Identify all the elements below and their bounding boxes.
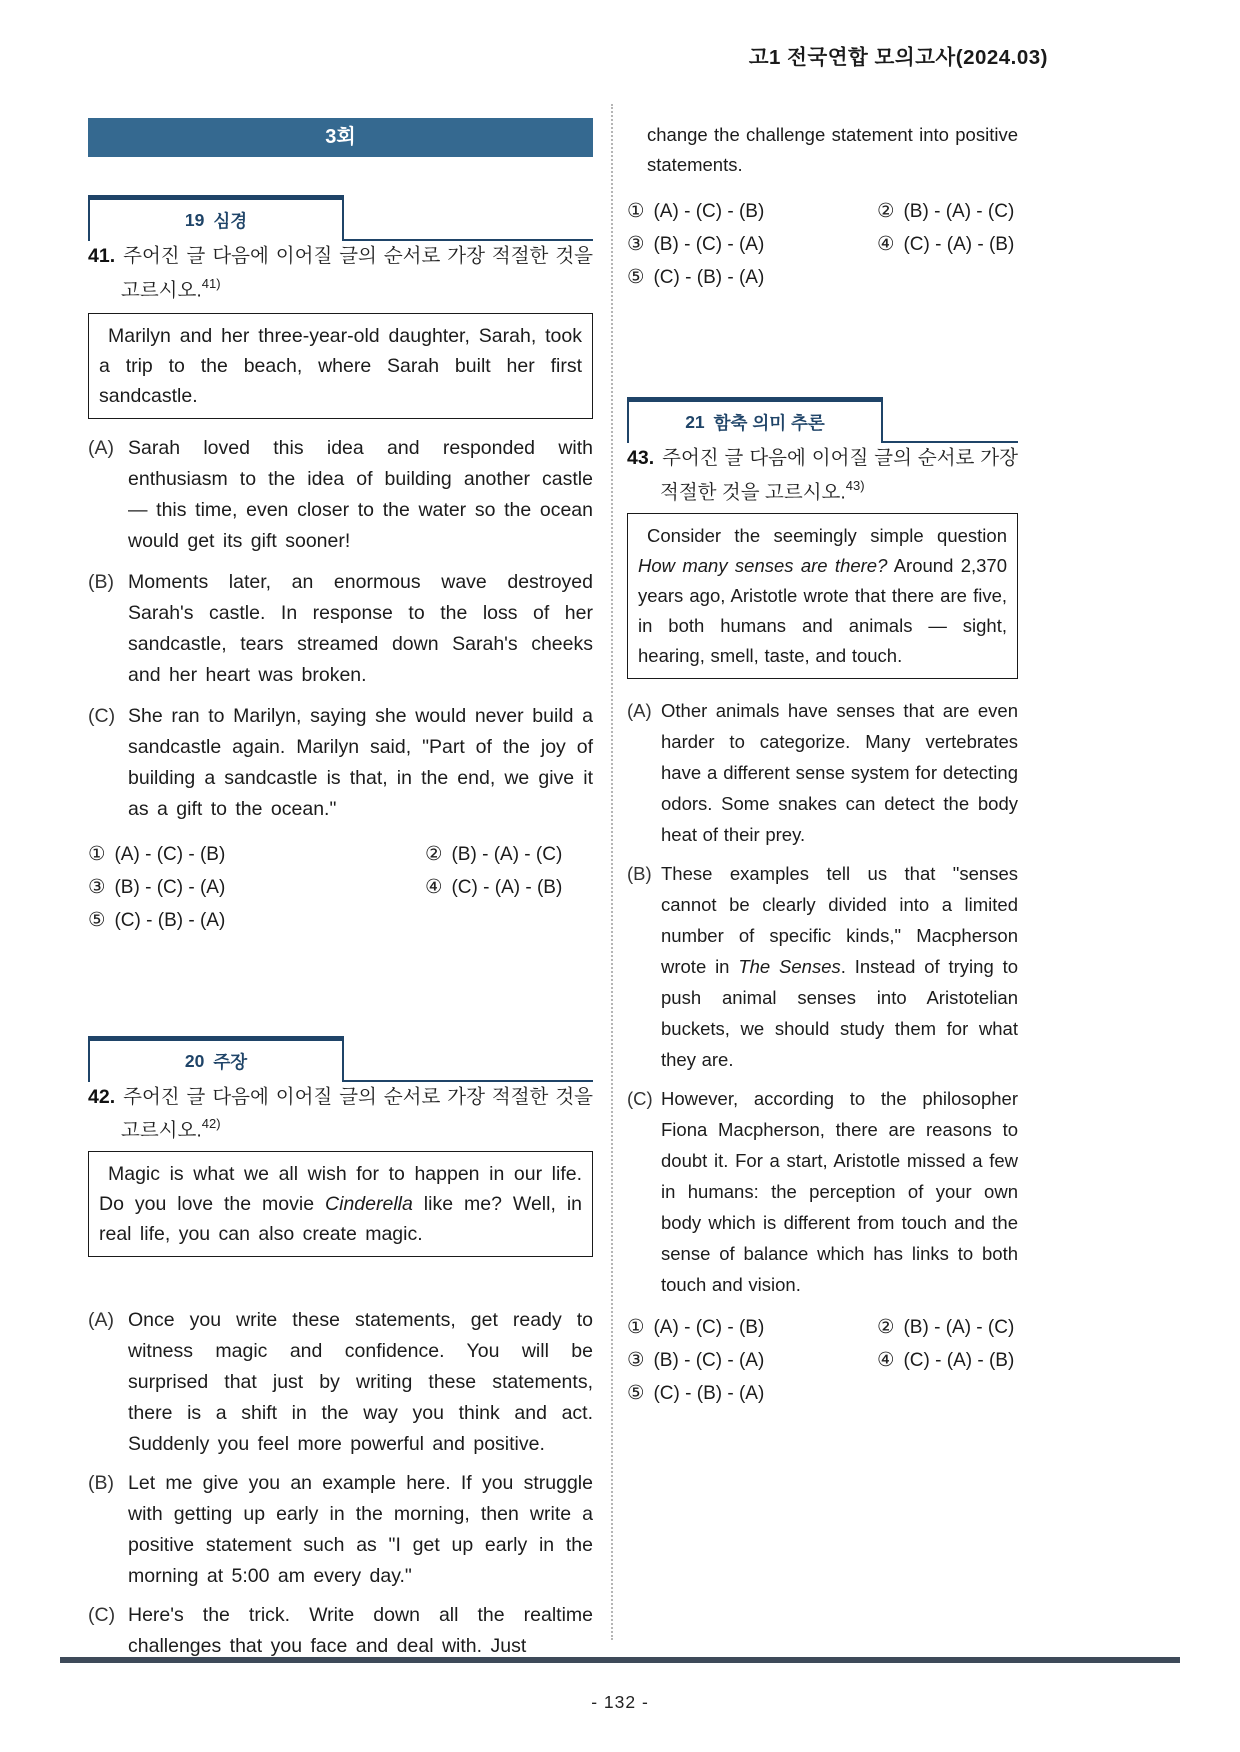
choice-number: ③	[627, 233, 645, 255]
section-label: 주장	[213, 1051, 248, 1072]
paragraph-label: (A)	[627, 699, 652, 721]
answer-choice	[877, 231, 1018, 258]
answer-choice	[627, 1380, 877, 1407]
answer-choice	[627, 198, 877, 225]
question-41	[88, 243, 593, 305]
answer-choice	[877, 1347, 1018, 1374]
choice-number: ④	[877, 233, 895, 255]
choice-text: (A) - (C) - (B)	[653, 201, 765, 222]
section-tab-shelf	[344, 1080, 593, 1082]
order-paragraph-43-c	[627, 1083, 1018, 1300]
choice-number: ⑤	[627, 1381, 645, 1404]
paragraph-text: Sarah loved this idea and responded with enthusiasm to the idea of building another castle — this time, even closer to the water so the ocean would get its gift sooner!	[128, 436, 593, 552]
question-41-number: 41.	[88, 245, 116, 267]
question-42-prompt: 주어진 글 다음에 이어질 글의 순서로 가장 적절한 것을 고르시오.	[121, 1085, 593, 1142]
section-header-20	[88, 1036, 593, 1082]
answer-choice	[627, 264, 877, 291]
answer-choices-41	[88, 841, 593, 934]
choice-text: (B) - (C) - (A)	[653, 234, 765, 255]
question-43-number: 43.	[627, 447, 655, 469]
answer-choice	[627, 1347, 877, 1374]
section-label: 심경	[213, 211, 248, 231]
page-number: - 132 -	[591, 1692, 649, 1712]
order-paragraph-42-b	[88, 1468, 593, 1592]
answer-choice	[877, 1314, 1018, 1341]
choice-number: ④	[877, 1348, 895, 1371]
order-paragraph-42-c	[88, 1600, 593, 1662]
choice-text: (C) - (A) - (B)	[903, 1349, 1015, 1371]
order-paragraph-43-a	[627, 695, 1018, 850]
section-number: 19	[184, 210, 205, 230]
question-42-number: 42.	[88, 1085, 116, 1108]
page-header-title: 고1 전국연합 모의고사(2024.03)	[748, 46, 1048, 69]
given-passage-box-43	[627, 513, 1018, 679]
right-column	[627, 120, 1018, 1407]
section-tab-21	[627, 397, 883, 443]
section-number: 21	[685, 412, 705, 432]
given-passage-box-42	[88, 1151, 593, 1257]
choice-text: (A) - (C) - (B)	[114, 843, 226, 865]
paragraph-label: (A)	[88, 1309, 114, 1331]
paragraph-label: (C)	[627, 1087, 653, 1109]
section-label: 함축 의미 추론	[713, 413, 825, 433]
choice-number: ②	[877, 200, 895, 222]
choice-text: (C) - (A) - (B)	[451, 876, 563, 898]
left-column	[88, 118, 593, 1662]
choice-number: ③	[627, 1348, 645, 1371]
paragraph-42-c-continuation: change the challenge statement into positive statements.	[647, 124, 1018, 175]
paragraph-text: Here's the trick. Write down all the realtime challenges that you face and deal with. Just	[128, 1604, 593, 1657]
section-number: 20	[184, 1050, 205, 1071]
answer-choice	[88, 874, 425, 901]
section-tab-shelf	[883, 441, 1018, 443]
section-tab-19	[88, 195, 344, 241]
choice-number: ①	[88, 842, 106, 865]
footer-rule	[60, 1657, 1180, 1663]
section-header-19	[88, 195, 593, 241]
paragraph-label: (C)	[88, 1604, 116, 1626]
paragraph-text: However, according to the philosopher Fiona Macpherson, there are reasons to doubt it. For a start, Aristotle missed a few in humans: the perception of your own body which is different from touch and the sense of balance which has links to both touch and vision.	[661, 1087, 1018, 1295]
section-header-21	[627, 397, 1018, 443]
answer-choice	[88, 841, 425, 868]
section-tab-20	[88, 1036, 344, 1082]
paragraph-label: (A)	[88, 436, 114, 459]
choice-text: (A) - (C) - (B)	[653, 1316, 765, 1338]
choice-number: ④	[425, 875, 443, 898]
order-paragraph-41-b	[88, 567, 593, 691]
paragraph-text: These examples tell us that "senses cannot be clearly divided into a limited number of specific kinds," Macpherson wrote in The Senses. Instead of trying to push animal senses into Aristotelian buckets, we should study them for what they are.	[661, 862, 1018, 1070]
paragraph-label: (B)	[88, 1472, 114, 1494]
answer-choice	[425, 874, 593, 901]
question-43	[627, 445, 1018, 507]
answer-choice	[425, 841, 593, 868]
choice-number: ⑤	[88, 908, 106, 931]
choice-number: ①	[627, 200, 645, 222]
choice-text: (C) - (B) - (A)	[653, 1382, 765, 1404]
column-divider	[611, 104, 613, 1640]
paragraph-text: She ran to Marilyn, saying she would never build a sandcastle again. Marilyn said, "Part of the joy of building a sandcastle is that, in the end, we give it as a gift to the ocean."	[128, 704, 593, 820]
question-41-prompt: 주어진 글 다음에 이어질 글의 순서로 가장 적절한 것을 고르시오.	[121, 245, 593, 301]
answer-choices-42	[627, 198, 1018, 291]
answer-choices-43	[627, 1314, 1018, 1407]
choice-text: (C) - (B) - (A)	[114, 909, 226, 931]
paragraph-label: (B)	[627, 862, 652, 884]
choice-text: (C) - (B) - (A)	[653, 267, 765, 288]
answer-choice	[627, 1314, 877, 1341]
choice-number: ①	[627, 1315, 645, 1338]
footnote-marker-41: 41)	[201, 275, 221, 291]
choice-text: (B) - (A) - (C)	[451, 843, 563, 865]
order-paragraph-41-c	[88, 701, 593, 825]
answer-choice	[627, 231, 877, 258]
choice-text: (B) - (C) - (A)	[653, 1349, 765, 1371]
question-43-prompt: 주어진 글 다음에 이어질 글의 순서로 가장 적절한 것을 고르시오.	[660, 447, 1018, 503]
choice-text: (B) - (A) - (C)	[903, 201, 1015, 222]
passage-text-43: Consider the seemingly simple question How many senses are there? Around 2,370 years ago, Aristotle wrote that there are five, in both humans and animals — sight, hearing, smell, taste, and touch.	[638, 524, 1007, 666]
paragraph-text: Once you write these statements, get ready to witness magic and confidence. You will be surprised that just by writing these statements, there is a shift in the way you think and act. Suddenly you feel more powerful and positive.	[128, 1309, 593, 1455]
paragraph-label: (B)	[88, 570, 114, 593]
round-banner: 3회	[88, 118, 593, 157]
answer-choice	[877, 198, 1018, 225]
choice-number: ②	[425, 842, 443, 865]
choice-text: (C) - (A) - (B)	[903, 234, 1015, 255]
order-paragraph-42-a	[88, 1305, 593, 1460]
choice-text: (B) - (A) - (C)	[903, 1316, 1015, 1338]
footnote-marker-43: 43)	[845, 477, 865, 493]
footnote-marker-42: 42)	[201, 1116, 221, 1131]
passage-text-41: Marilyn and her three-year-old daughter, Sarah, took a trip to the beach, where Sarah built her first sandcastle.	[99, 324, 582, 407]
answer-choice	[88, 907, 425, 934]
choice-number: ⑤	[627, 266, 645, 288]
choice-number: ③	[88, 875, 106, 898]
choice-text: (B) - (C) - (A)	[114, 876, 226, 898]
given-passage-box-41	[88, 313, 593, 419]
order-paragraph-41-a	[88, 433, 593, 557]
paragraph-text: Let me give you an example here. If you struggle with getting up early in the morning, then write a positive statement such as "I get up early in the morning at 5:00 am every day."	[128, 1472, 593, 1587]
paragraph-text: Other animals have senses that are even harder to categorize. Many vertebrates have a different sense system for detecting odors. Some snakes can detect the body heat of their prey.	[661, 699, 1018, 845]
question-42	[88, 1084, 593, 1146]
paragraph-label: (C)	[88, 704, 116, 727]
paragraph-text: Moments later, an enormous wave destroyed Sarah's castle. In response to the loss of her sandcastle, tears streamed down Sarah's cheeks and her heart was broken.	[128, 570, 593, 686]
section-tab-shelf	[344, 239, 593, 241]
passage-text-42: Magic is what we all wish for to happen in our life. Do you love the movie Cinderella like me? Well, in real life, you can also create magic.	[99, 1163, 582, 1245]
order-paragraph-43-b	[627, 858, 1018, 1075]
choice-number: ②	[877, 1315, 895, 1338]
